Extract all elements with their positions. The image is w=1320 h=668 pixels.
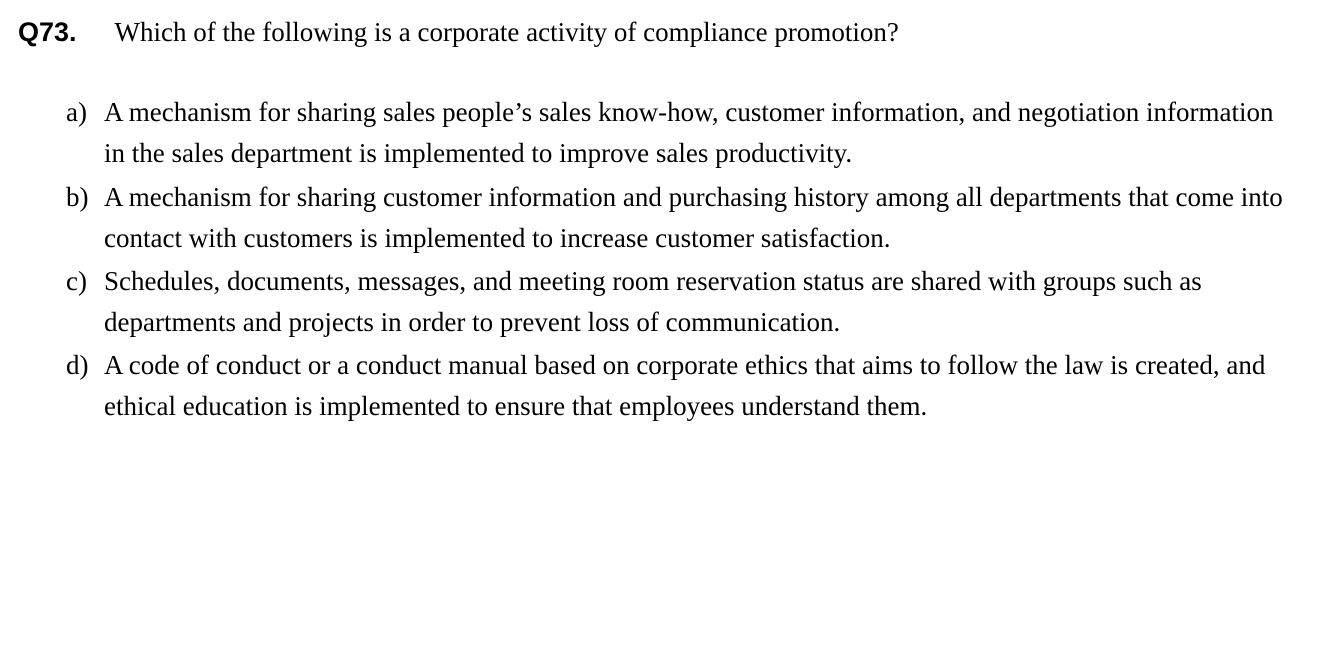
question-number: Q73. xyxy=(18,17,77,47)
answer-option-d[interactable] xyxy=(66,345,1310,427)
question-text: Which of the following is a corporate activity of compliance promotion? xyxy=(114,17,899,47)
answer-options-list xyxy=(0,92,1320,426)
option-text: A mechanism for sharing customer information and purchasing history among all departments that come into contact with customers is implemented to increase customer satisfaction. xyxy=(104,181,1283,253)
option-marker: a) xyxy=(66,97,87,128)
answer-option-b[interactable] xyxy=(66,177,1310,259)
question-header xyxy=(0,0,1320,50)
option-text: Schedules, documents, messages, and meeting room reservation status are shared with groups such as departments and projects in order to prevent loss of communication. xyxy=(104,265,1202,337)
option-marker: b) xyxy=(66,181,89,212)
option-text: A code of conduct or a conduct manual based on corporate ethics that aims to follow the law is created, and ethical education is implemented to ensure that employees understand them. xyxy=(104,349,1266,421)
option-marker: d) xyxy=(66,349,89,380)
answer-option-a[interactable] xyxy=(66,92,1310,174)
answer-option-c[interactable] xyxy=(66,261,1310,343)
option-text: A mechanism for sharing sales people’s sales know-how, customer information, and negotiation information in the sales department is implemented to improve sales productivity. xyxy=(104,97,1274,169)
option-marker: c) xyxy=(66,265,87,296)
